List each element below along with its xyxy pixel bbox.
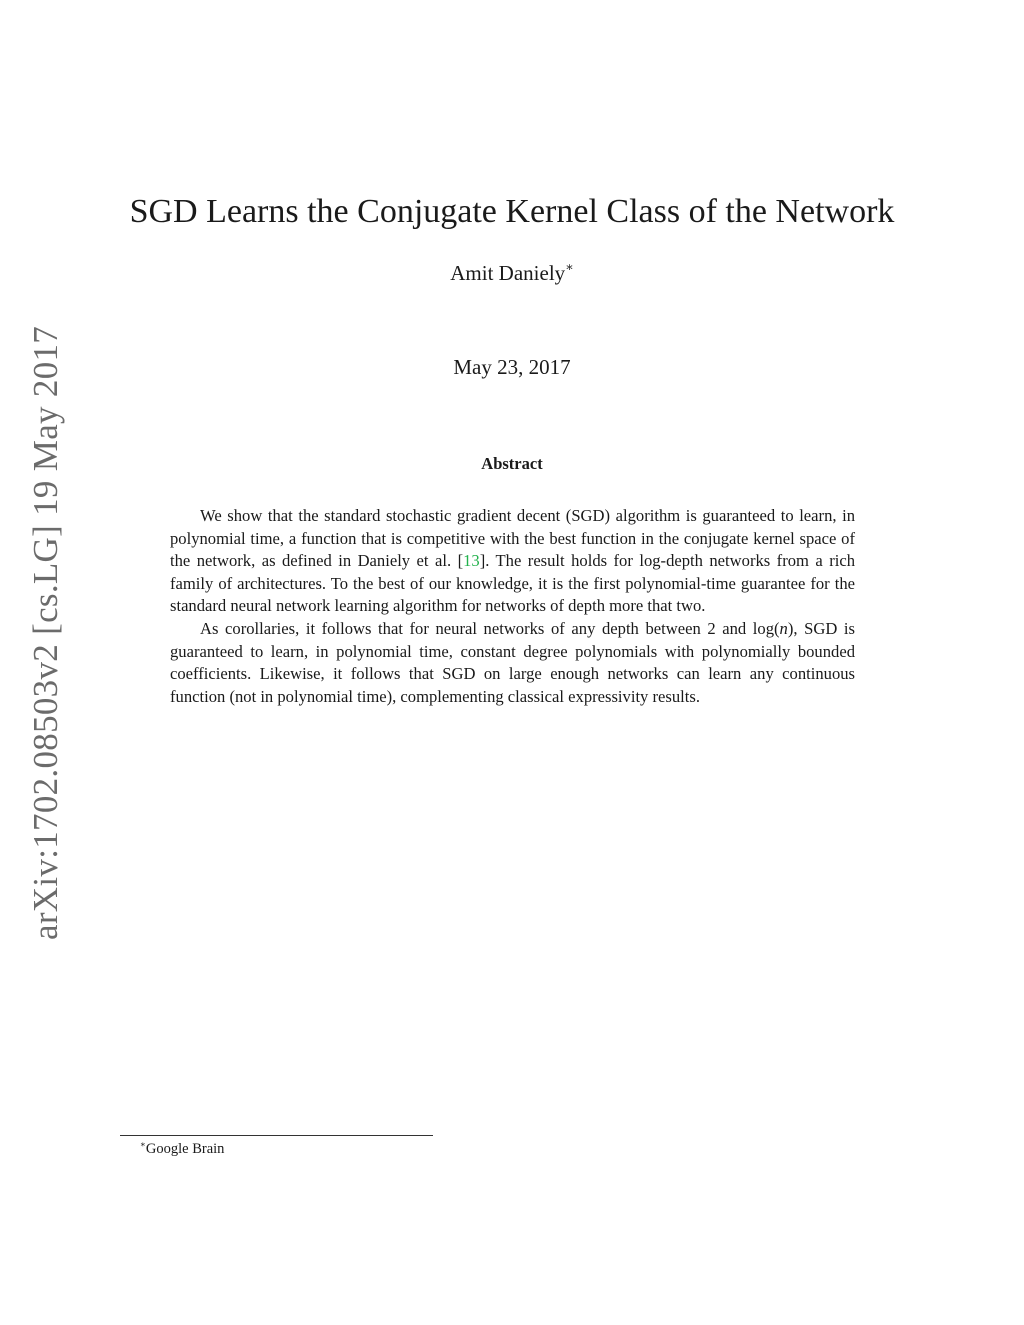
paper-date: May 23, 2017: [453, 355, 571, 379]
abstract-p2-text-a: As corollaries, it follows that for neural networks of any depth between 2 and log(: [200, 618, 780, 638]
footnote-mark: ∗: [140, 1138, 146, 1149]
footnote-divider: [120, 1135, 433, 1136]
abstract-paragraph-2: [170, 618, 855, 708]
abstract-p1-text-b: ]. The result holds for log-depth networks from a rich family of architectures. To the best of our knowledge, it is the first polynomial-time guarantee for the standard neural network learning algorithm for networks of depth more that two.: [170, 551, 856, 616]
author-footnote-mark: ∗: [565, 260, 574, 275]
abstract-p2-text-b: ), SGD is guaranteed to learn, in polynomial time, constant degree polynomials with polynomially bounded coefficients. Likewise, it follows that SGD on large enough networks can learn any continuous function (not in polynomial time), complementing classical expressivity results.: [170, 618, 855, 706]
author-line: [0, 258, 1024, 288]
abstract-paragraph-1: [170, 505, 855, 618]
abstract-body: [170, 505, 855, 708]
paper-title: SGD Learns the Conjugate Kernel Class of the Network: [129, 193, 895, 230]
author-name: Amit Daniely: [450, 261, 566, 285]
abstract-p1-text-a: We show that the standard stochastic gradient decent (SGD) algorithm is guaranteed to learn, in polynomial time, a function that is competitive with the best function in the conjugate kernel space of the network, as defined in Daniely et al. [: [170, 506, 855, 571]
arxiv-identifier-stamp: arXiv:1702.08503v2 [cs.LG] 19 May 2017: [26, 325, 65, 940]
math-variable-n: n: [779, 618, 788, 638]
footnote-affiliation: Google Brain: [145, 1141, 225, 1157]
footnote: [140, 1138, 224, 1160]
abstract-heading: Abstract: [481, 454, 543, 473]
citation-link-13[interactable]: 13: [463, 551, 480, 571]
